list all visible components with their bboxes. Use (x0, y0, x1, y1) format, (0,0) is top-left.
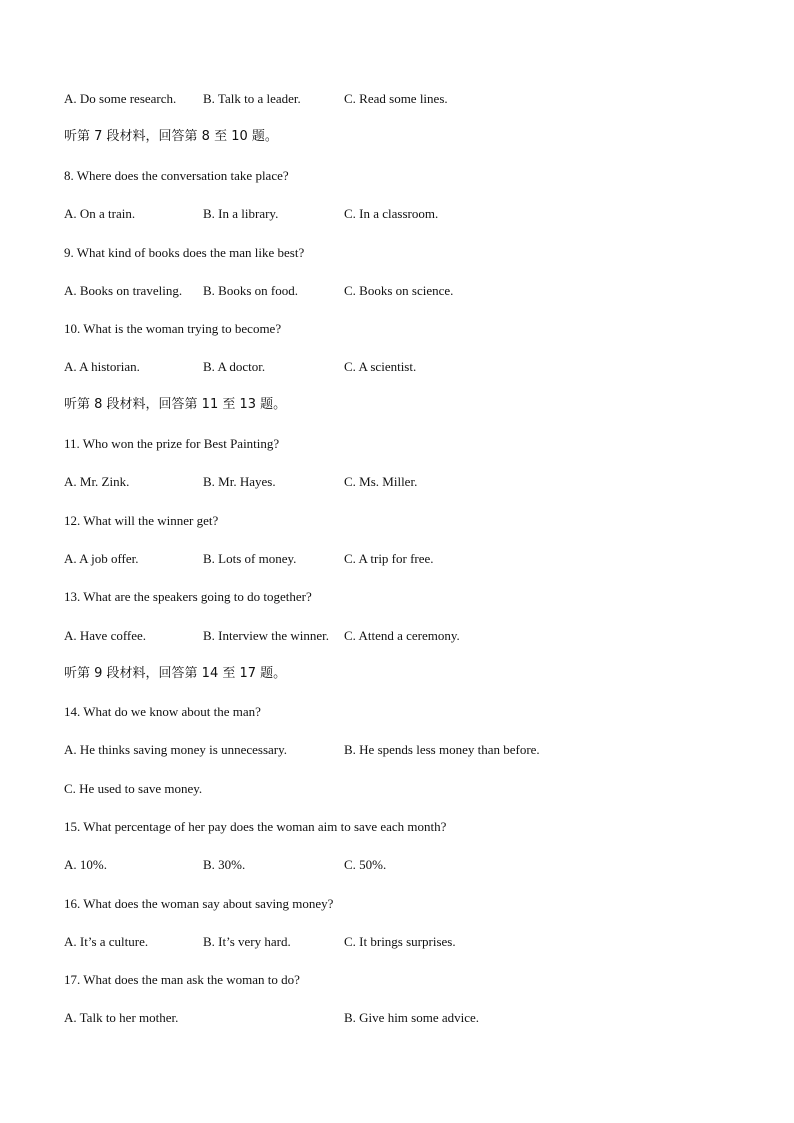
option-a: A. Do some research. (64, 91, 177, 106)
option-b: B. A doctor. (203, 359, 266, 374)
option-b: B. Give him some advice. (344, 1010, 480, 1025)
question-text: 12. What will the winner get? (64, 513, 219, 528)
question-text: 15. What percentage of her pay does the woman aim to save each month? (64, 819, 447, 834)
option-c: C. Read some lines. (344, 91, 448, 106)
question-text: 10. What is the woman trying to become? (64, 321, 282, 336)
option-a: A. A job offer. (64, 551, 139, 566)
question-text: 13. What are the speakers going to do together? (64, 589, 312, 604)
option-a: A. On a train. (64, 206, 136, 221)
option-b: B. Lots of money. (203, 551, 297, 566)
option-b: B. In a library. (203, 206, 279, 221)
question-text: 16. What does the woman say about saving money? (64, 896, 334, 911)
question-text: 9. What kind of books does the man like best? (64, 245, 305, 260)
option-a: A. It’s a culture. (64, 934, 149, 949)
option-b: B. Interview the winner. (203, 628, 329, 643)
question-text: 11. Who won the prize for Best Painting? (64, 436, 280, 451)
option-c: C. Books on science. (344, 283, 454, 298)
question-text: 8. Where does the conversation take place? (64, 168, 289, 183)
option-c: C. In a classroom. (344, 206, 439, 221)
option-c: C. Attend a ceremony. (344, 628, 460, 643)
option-a: A. Mr. Zink. (64, 474, 130, 489)
option-c: C. 50%. (344, 857, 387, 872)
question-text: 14. What do we know about the man? (64, 704, 261, 719)
option-b: B. Mr. Hayes. (203, 474, 276, 489)
question-text: 17. What does the man ask the woman to do? (64, 972, 300, 987)
option-a: A. 10%. (64, 857, 107, 872)
option-b: B. 30%. (203, 857, 246, 872)
option-b: B. He spends less money than before. (344, 742, 540, 757)
option-a: A. Have coffee. (64, 628, 147, 643)
option-b: B. Talk to a leader. (203, 91, 301, 106)
option-c: C. A trip for free. (344, 551, 434, 566)
option-a: A. Talk to her mother. (64, 1010, 179, 1025)
option-c: C. Ms. Miller. (344, 474, 418, 489)
option-b: B. It’s very hard. (203, 934, 291, 949)
option-b: B. Books on food. (203, 283, 298, 298)
option-a: A. Books on traveling. (64, 283, 183, 298)
option-c: C. A scientist. (344, 359, 417, 374)
option-a: A. He thinks saving money is unnecessary. (64, 742, 288, 757)
section-heading: 听第 7 段材料，回答第 8 至 10 题。 (64, 129, 278, 144)
option-c: C. It brings surprises. (344, 934, 456, 949)
option-c: C. He used to save money. (64, 781, 203, 796)
option-a: A. A historian. (64, 359, 140, 374)
section-heading: 听第 8 段材料，回答第 11 至 13 题。 (64, 397, 287, 412)
section-heading: 听第 9 段材料，回答第 14 至 17 题。 (64, 666, 287, 681)
